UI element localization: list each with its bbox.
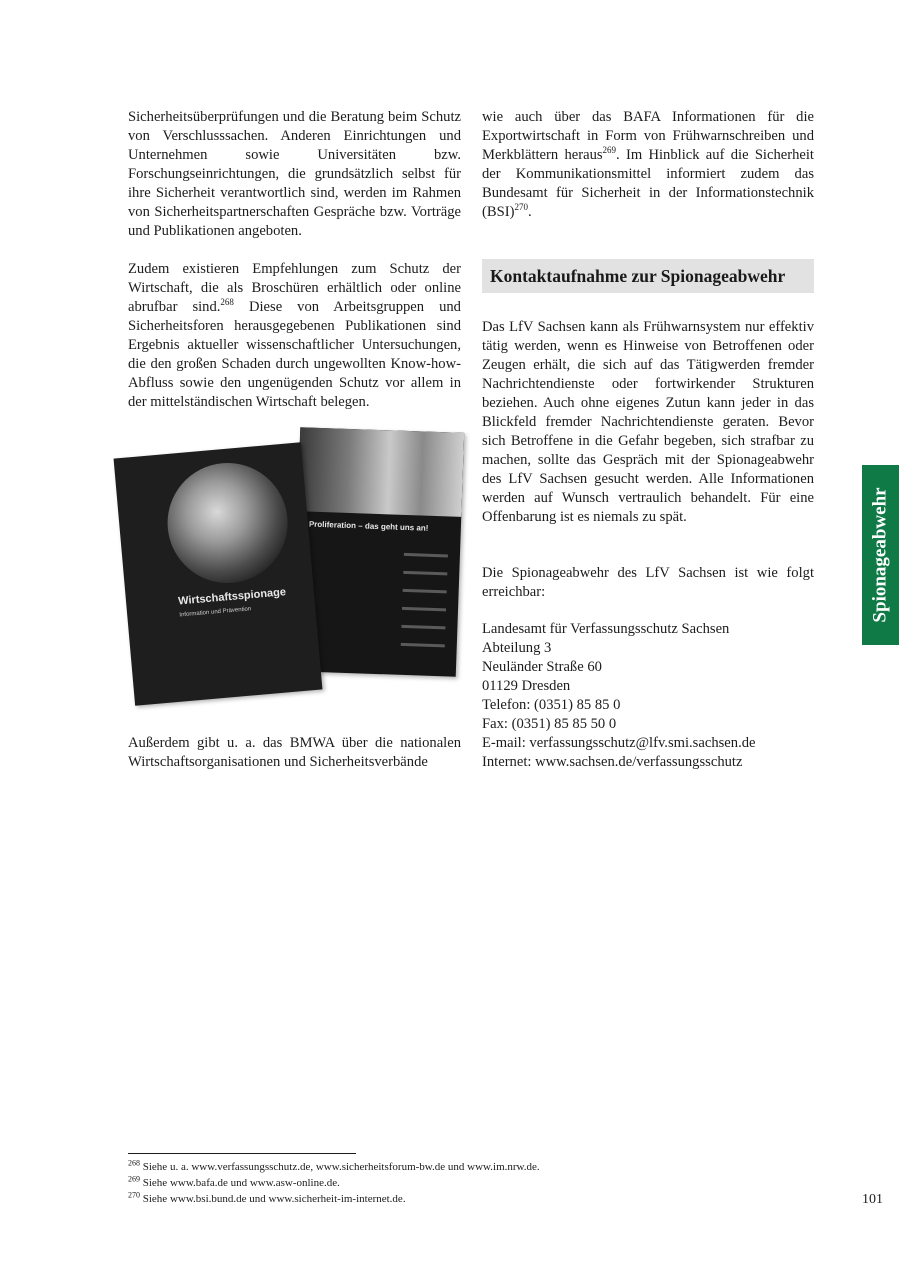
chapter-side-tab <box>862 465 899 645</box>
paragraph <box>128 260 461 412</box>
chapter-side-tab-label: Spionageabwehr <box>869 487 891 623</box>
brochure-text-line <box>403 589 447 594</box>
paragraph-text: . Im Hinblick auf die Sicherheit der Kommunikationsmittel informiert zudem das Bundesamt für Sicherheit in der Informationstechnik (BSI) <box>482 147 814 220</box>
paragraph-text: . <box>527 204 532 220</box>
footnote-text: Siehe u. a. www.verfassungsschutz.de, www.sicherheitsforum-bw.de und www.im.nrw.de. <box>142 1161 540 1173</box>
footnote-number: 268 <box>128 1158 140 1168</box>
brochure-text-line <box>402 607 446 612</box>
paragraph: Die Spionageabwehr des LfV Sachsen ist wie folgt erreichbar: <box>482 565 814 600</box>
footnote-ref[interactable]: 269 <box>602 145 617 156</box>
footnote <box>128 1191 540 1207</box>
right-column-reach <box>482 564 814 602</box>
right-column <box>482 108 814 222</box>
left-column-bottom <box>128 734 461 772</box>
footnote-ref[interactable]: 268 <box>220 297 234 308</box>
footnote-number: 270 <box>128 1190 140 1200</box>
footnote-divider <box>128 1153 356 1154</box>
wirtschaftsspionage-brochure-image <box>114 442 323 705</box>
footnote <box>128 1159 540 1175</box>
brochure-title: Proliferation – das geht uns an! <box>308 519 429 533</box>
footnote <box>128 1175 540 1191</box>
contact-block <box>482 620 814 772</box>
paragraph: Sicherheitsüberprüfungen und die Beratung beim Schutz von Verschlusssachen. Anderen Einrichtungen und Unternehmen sowie Universitäten bzw. Forschungseinrichtungen, die grundsätzlich selbst für ihre Sicherheit verantwortlich sind, werden im Rahmen von Sicherheitspartnerschaften Gespräche bzw. Vorträge und Publikationen angeboten. <box>128 109 461 239</box>
right-column-body <box>482 318 814 527</box>
paragraph-text: Zudem existieren Empfehlungen zum Schutz der Wirtschaft, die als Broschüren erhältlich oder online abrufbar sind. <box>128 261 461 315</box>
brochure-text-line <box>401 643 445 648</box>
globe-graphic <box>163 458 293 588</box>
paragraph: Außerdem gibt u. a. das BMWA über die nationalen Wirtschaftsorganisationen und Sicherheitsverbände <box>128 735 461 770</box>
contact-dept: Abteilung 3 <box>482 640 552 656</box>
section-heading: Kontaktaufnahme zur Spionageabwehr <box>482 259 814 293</box>
brochure-text-line <box>401 625 445 630</box>
footnotes <box>128 1159 540 1207</box>
paragraph-text: wie auch über das BAFA Informationen für die Exportwirtschaft in Form von Frühwarnschreiben und Merkblättern heraus <box>482 109 814 163</box>
page-number: 101 <box>862 1192 883 1207</box>
contact-phone: Telefon: (0351) 85 85 0 <box>482 697 621 713</box>
contact-city: 01129 Dresden <box>482 678 571 694</box>
brochure-text-line <box>404 553 448 558</box>
footnote-text: Siehe www.bafa.de und www.asw-online.de. <box>142 1177 340 1189</box>
paragraph-text: Diese von Arbeitsgruppen und Sicherheitsforen herausgegebenen Publikationen sind Ergebnis aktueller wissenschaftlicher Untersuchungen, die den großen Schaden durch ungewollten Know-how-Abfluss sowie den ungenügenden Schutz vor allem in der mittelständischen Wirtschaft belegen. <box>128 299 461 410</box>
brochure-subtitle: Information und Prävention <box>179 606 252 619</box>
brochure-title: Wirtschaftsspionage <box>177 586 287 608</box>
footnote-number: 269 <box>128 1174 140 1184</box>
contact-fax: Fax: (0351) 85 85 50 0 <box>482 716 617 732</box>
contact-email[interactable]: E-mail: verfassungsschutz@lfv.smi.sachsen.de <box>482 735 756 751</box>
paragraph: Das LfV Sachsen kann als Frühwarnsystem nur effektiv tätig werden, wenn es Hinweise von Betroffenen oder Zeugen erhält, die sich auf das Tätigwerden fremder Nachrichtendienste oder fortwirkender Strukturen beziehen. Auch ohne eigenes Zutun kann jeder in das Blickfeld fremder Nachrichtendienste geraten. Bevor sich Betroffene in die Gefahr begeben, sich strafbar zu machen, sollte das Gespräch mit der Spionageabwehr des LfV Sachsen gesucht werden. Alle Informationen werden auf Wunsch vertraulich behandelt. Für eine Offenbarung ist es niemals zu spät. <box>482 319 814 525</box>
brochure-text-line <box>403 571 447 576</box>
brochure-photo <box>297 427 464 517</box>
contact-street: Neuländer Straße 60 <box>482 659 602 675</box>
left-column <box>128 108 461 412</box>
footnote-text: Siehe www.bsi.bund.de und www.sicherheit-im-internet.de. <box>142 1193 406 1205</box>
contact-website[interactable]: Internet: www.sachsen.de/verfassungsschutz <box>482 754 743 770</box>
paragraph <box>482 108 814 222</box>
footnote-ref[interactable]: 270 <box>514 202 528 213</box>
contact-org: Landesamt für Verfassungsschutz Sachsen <box>482 621 730 637</box>
